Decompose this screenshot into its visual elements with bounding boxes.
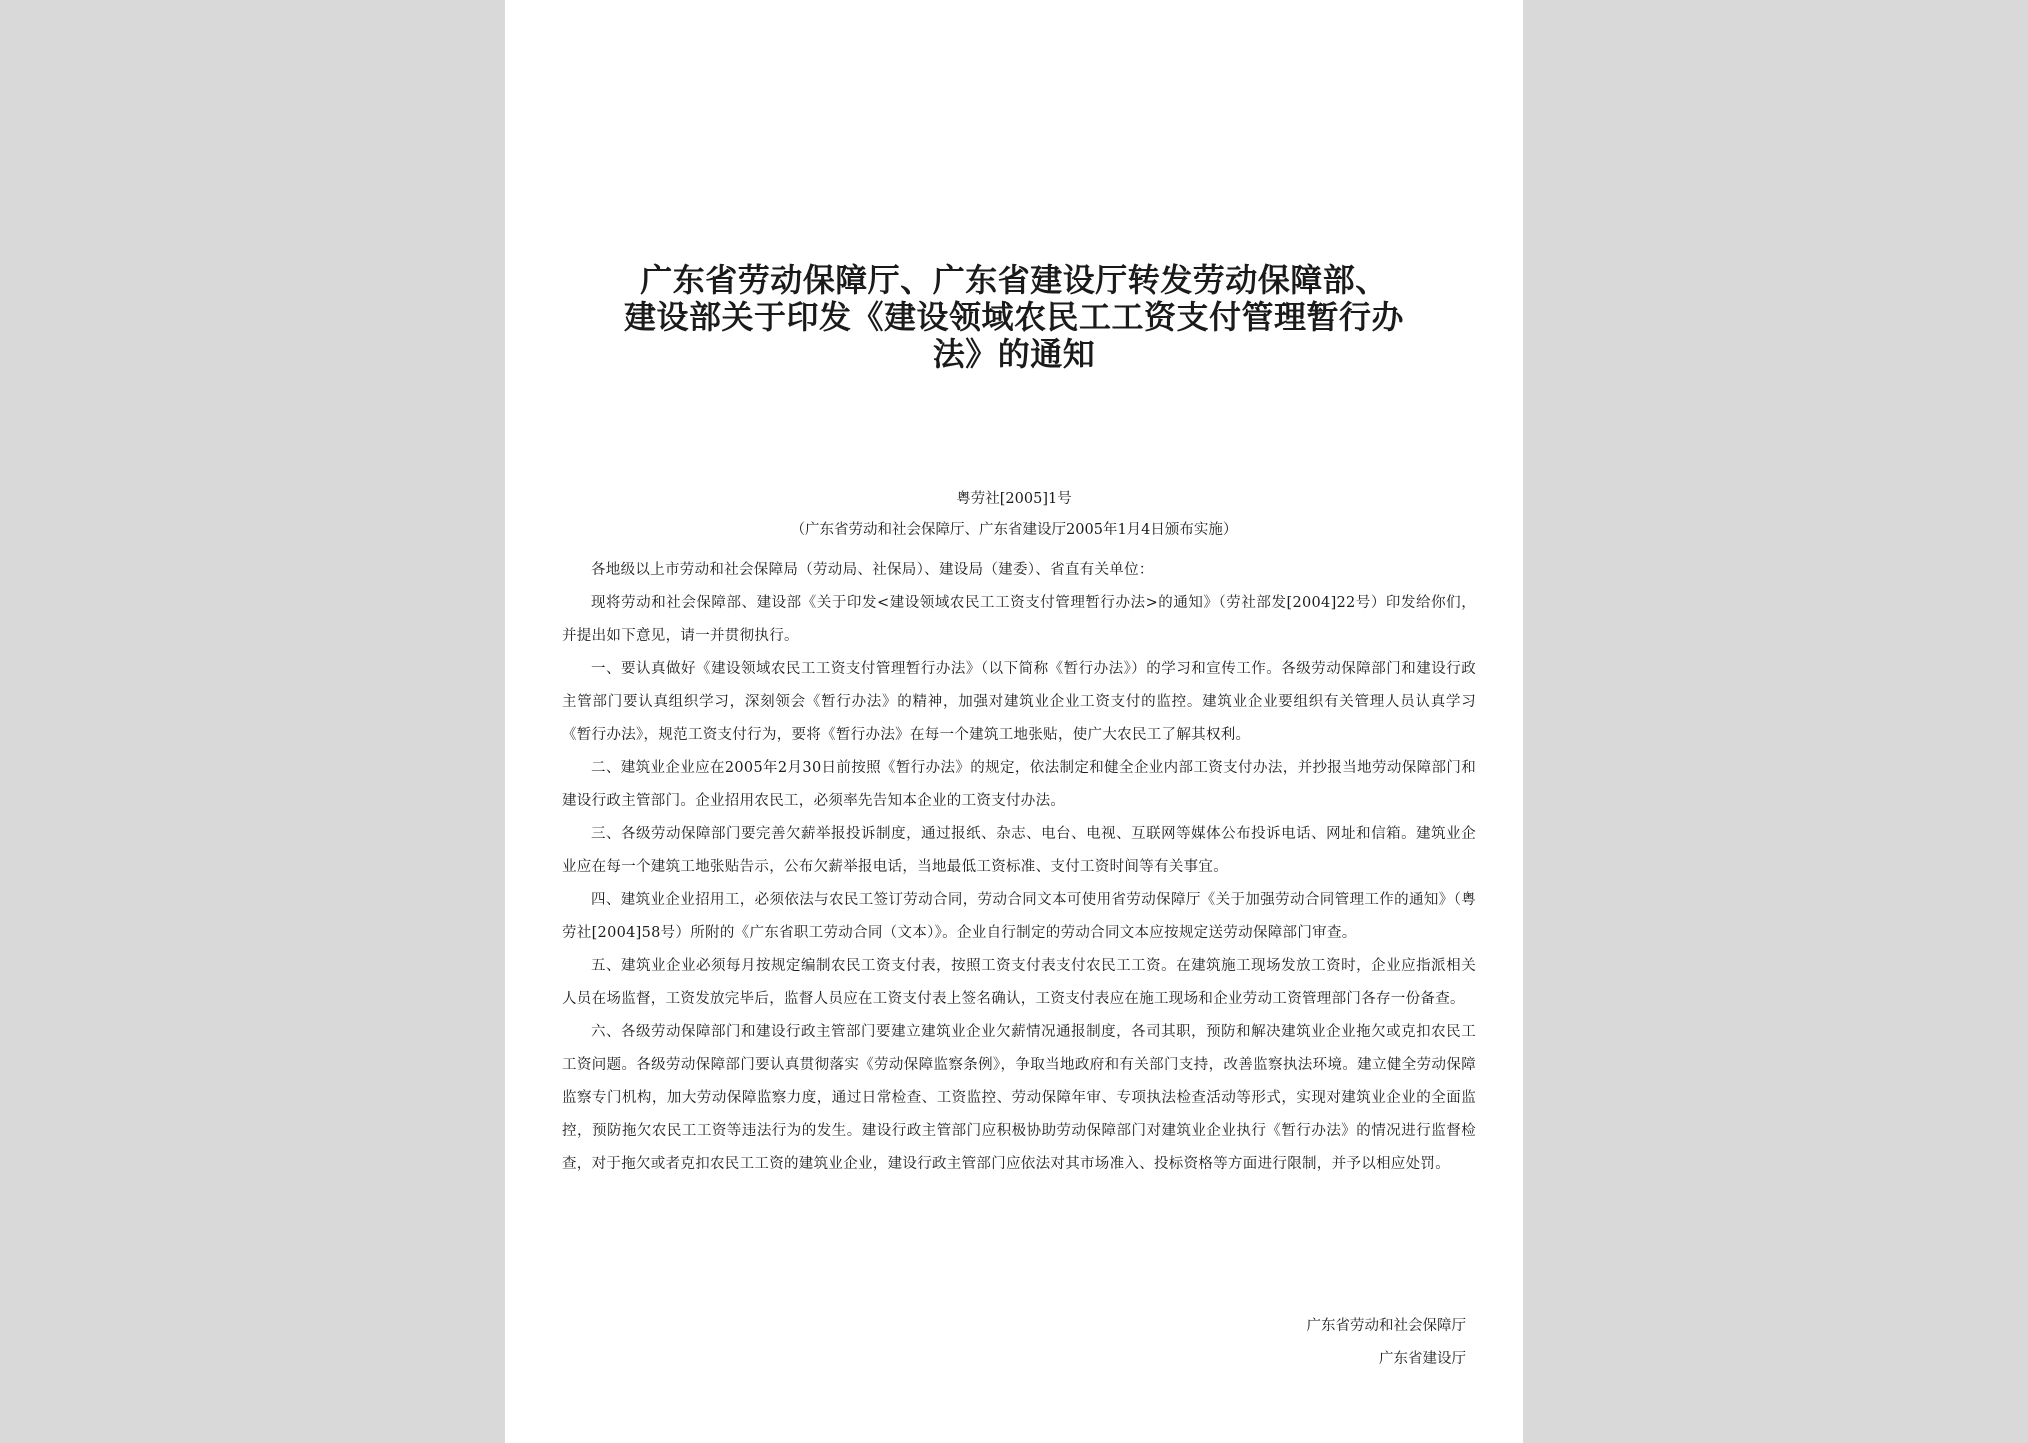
salutation-paragraph: 各地级以上市劳动和社会保障局（劳动局、社保局）、建设局（建委）、省直有关单位： — [591, 562, 1154, 578]
body-paragraph: 五、建筑业企业必须每月按规定编制农民工资支付表，按照工资支付表支付农民工工资。在建筑施工现场发放工资时，企业应指派相关人员在场监督，工资发放完毕后，监督人员应在工资支付表上签名确认，工资支付表应在施工现场和企业劳动工资管理部门各存一份备查。 — [562, 958, 1476, 1007]
body-paragraph: 四、建筑业企业招用工，必须依法与农民工签订劳动合同，劳动合同文本可使用省劳动保障厅《关于加强劳动合同管理工作的通知》（粤劳社[2004]58号）所附的《广东省职工劳动合同（文本）》。企业自行制定的劳动合同文本应按规定送劳动保障部门审查。 — [562, 892, 1476, 941]
document-body — [562, 554, 1476, 1181]
signatory: 广东省建设厅 — [1379, 1351, 1466, 1367]
body-paragraph: 二、建筑业企业应在2005年2月30日前按照《暂行办法》的规定，依法制定和健全企业内部工资支付办法，并抄报当地劳动保障部门和建设行政主管部门。企业招用农民工，必须率先告知本企业的工资支付办法。 — [562, 760, 1476, 809]
body-paragraph: 一、要认真做好《建设领域农民工工资支付管理暂行办法》（以下简称《暂行办法》）的学习和宣传工作。各级劳动保障部门和建设行政主管部门要认真组织学习，深刻领会《暂行办法》的精神，加强对建筑业企业工资支付的监控。建筑业企业要组织有关管理人员认真学习《暂行办法》，规范工资支付行为，要将《暂行办法》在每一个建筑工地张贴，使广大农民工了解其权利。 — [562, 661, 1476, 743]
document-number: 粤劳社[2005]1号 — [956, 491, 1072, 507]
body-paragraph: 现将劳动和社会保障部、建设部《关于印发<建设领域农民工工资支付管理暂行办法>的通知》（劳社部发[2004]22号）印发给你们，并提出如下意见，请一并贯彻执行。 — [562, 595, 1476, 644]
body-paragraph: 六、各级劳动保障部门和建设行政主管部门要建立建筑业企业欠薪情况通报制度，各司其职，预防和解决建筑业企业拖欠或克扣农民工工资问题。各级劳动保障部门要认真贯彻落实《劳动保障监察条例》，争取当地政府和有关部门支持，改善监察执法环境。建立健全劳动保障监察专门机构，加大劳动保障监察力度，通过日常检查、工资监控、劳动保障年审、专项执法检查活动等形式，实现对建筑业企业的全面监控，预防拖欠农民工工资等违法行为的发生。建设行政主管部门应积极协助劳动保障部门对建筑业企业执行《暂行办法》的情况进行监督检查，对于拖欠或者克扣农民工工资的建筑业企业，建设行政主管部门应依法对其市场准入、投标资格等方面进行限制，并予以相应处罚。 — [562, 1024, 1476, 1172]
body-paragraph: 三、各级劳动保障部门要完善欠薪举报投诉制度，通过报纸、杂志、电台、电视、互联网等媒体公布投诉电话、网址和信箱。建筑业企业应在每一个建筑工地张贴告示，公布欠薪举报电话，当地最低工资标准、支付工资时间等有关事宜。 — [562, 826, 1476, 875]
title-line: 广东省劳动保障厅、广东省建设厅转发劳动保障部、 — [640, 261, 1388, 299]
signature-block — [1307, 1310, 1467, 1376]
issuing-note: （广东省劳动和社会保障厅、广东省建设厅2005年1月4日颁布实施） — [790, 522, 1238, 538]
title-line: 建设部关于印发《建设领域农民工工资支付管理暂行办 — [623, 298, 1404, 336]
document-title — [565, 262, 1463, 373]
document-page — [505, 0, 1523, 1443]
signatory: 广东省劳动和社会保障厅 — [1306, 1318, 1466, 1334]
title-line: 法》的通知 — [932, 335, 1096, 373]
